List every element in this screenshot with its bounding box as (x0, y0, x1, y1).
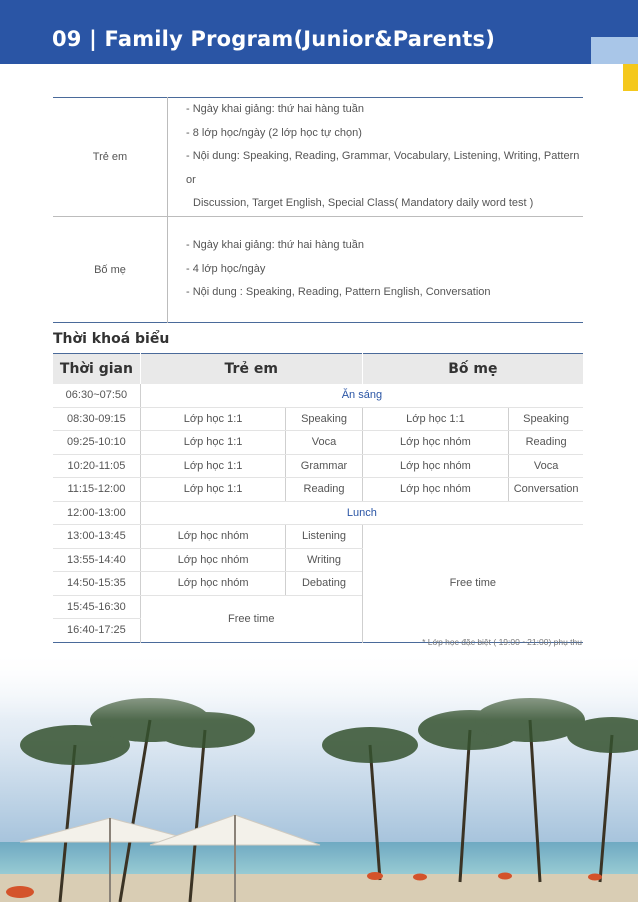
kids-subject-cell: Speaking (286, 407, 362, 431)
header-parents: Bố mẹ (362, 354, 583, 385)
beach-photo (0, 650, 638, 902)
time-cell: 11:15-12:00 (53, 478, 140, 502)
info-label: Trẻ em (53, 98, 168, 217)
parents-class-cell: Lớp học nhóm (362, 431, 509, 455)
parents-subject-cell: Speaking (509, 407, 583, 431)
info-line: - 4 lớp học/ngày (186, 262, 266, 275)
page-title: 09 | Family Program(Junior&Parents) (52, 27, 495, 51)
time-cell: 06:30~07:50 (53, 384, 140, 407)
kids-class-cell: Lớp học 1:1 (140, 478, 286, 502)
table-row (53, 384, 583, 407)
parents-class-cell: Lớp học nhóm (362, 478, 509, 502)
kids-free-time: Free time (140, 595, 362, 642)
time-cell: 13:00-13:45 (53, 525, 140, 549)
header-kids: Trẻ em (140, 354, 362, 385)
kids-class-cell: Lớp học 1:1 (140, 454, 286, 478)
info-line: - Ngày khai giảng: thứ hai hàng tuần (186, 239, 364, 252)
info-line: - Nội dung : Speaking, Reading, Pattern English, Conversation (186, 286, 491, 299)
time-cell: 15:45-16:30 (53, 595, 140, 619)
info-line: - 8 lớp học/ngày (2 lớp học tự chọn) (186, 126, 362, 139)
parents-free-time: Free time (362, 525, 583, 643)
info-line: - Ngày khai giảng: thứ hai hàng tuần (186, 103, 364, 116)
info-label: Bố mẹ (53, 217, 168, 323)
kids-class-cell: Lớp học nhóm (140, 525, 286, 549)
kids-subject-cell: Reading (286, 478, 362, 502)
kids-class-cell: Lớp học 1:1 (140, 407, 286, 431)
kids-subject-cell: Listening (286, 525, 362, 549)
time-cell: 16:40-17:25 (67, 624, 126, 637)
parents-subject-cell: Conversation (509, 478, 583, 502)
table-row (53, 525, 583, 549)
decorative-tab-yellow (623, 64, 638, 91)
table-row (53, 431, 583, 455)
kids-subject-cell: Grammar (286, 454, 362, 478)
footnote: * Lớp học đặc biệt ( 19:00 ~21:00) phụ thu (422, 637, 582, 647)
lunch-label: Lunch (140, 501, 583, 525)
kids-class-cell: Lớp học nhóm (140, 572, 286, 596)
kids-subject-cell: Debating (286, 572, 362, 596)
info-content (168, 98, 584, 217)
table-row (53, 478, 583, 502)
breakfast-label: Ăn sáng (140, 384, 583, 407)
program-info-table (53, 97, 583, 323)
time-cell: 10:20-11:05 (53, 454, 140, 478)
table-row (53, 454, 583, 478)
time-cell: 14:50-15:35 (53, 572, 140, 596)
time-cell: 09:25-10:10 (53, 431, 140, 455)
time-cell: 12:00-13:00 (53, 501, 140, 525)
info-content (168, 217, 584, 323)
kids-subject-cell: Voca (286, 431, 362, 455)
kids-class-cell: Lớp học nhóm (140, 548, 286, 572)
info-row-kids (53, 98, 583, 217)
info-row-parents (53, 217, 583, 323)
header-time: Thời gian (53, 354, 140, 385)
table-row (53, 407, 583, 431)
decorative-tab (591, 37, 638, 64)
schedule-table (53, 353, 583, 643)
parents-class-cell: Lớp học 1:1 (362, 407, 509, 431)
info-line: Discussion, Target English, Special Class( Mandatory daily word test ) (193, 197, 534, 210)
schedule-header-row (53, 354, 583, 385)
time-cell: 08:30-09:15 (53, 407, 140, 431)
schedule-title: Thời khoá biểu (53, 331, 170, 347)
header-bar (0, 0, 638, 64)
time-cell: 13:55-14:40 (53, 548, 140, 572)
kids-subject-cell: Writing (286, 548, 362, 572)
parents-subject-cell: Voca (509, 454, 583, 478)
kids-class-cell: Lớp học 1:1 (140, 431, 286, 455)
parents-subject-cell: Reading (509, 431, 583, 455)
info-line: - Nội dung: Speaking, Reading, Grammar, Vocabulary, Listening, Writing, Pattern or (186, 150, 580, 186)
table-row (53, 501, 583, 525)
parents-class-cell: Lớp học nhóm (362, 454, 509, 478)
